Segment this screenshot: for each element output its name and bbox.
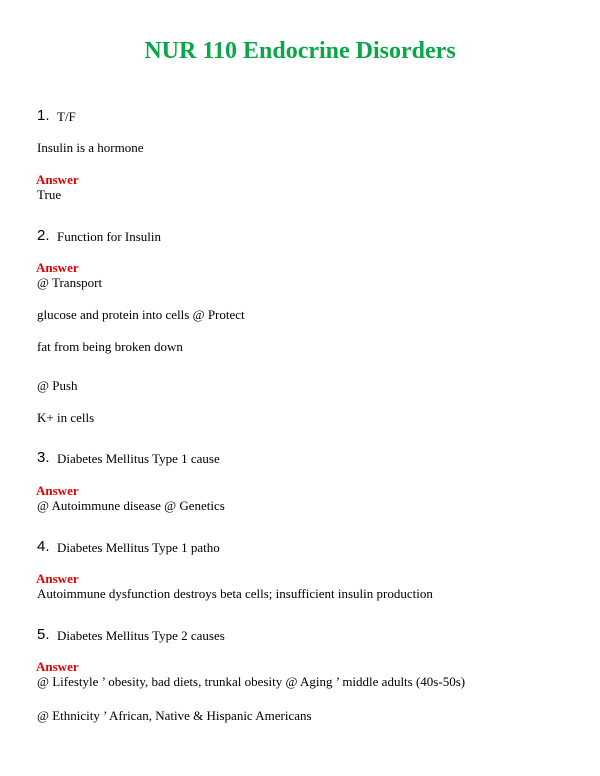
question-1-answer-line-1: True	[37, 187, 62, 202]
question-4-answer-label: Answer	[36, 571, 79, 586]
question-2-answer-line-4: @ Push	[37, 378, 78, 393]
question-3-number: 3.	[37, 449, 50, 466]
question-4-text: Diabetes Mellitus Type 1 patho	[57, 540, 220, 555]
question-5-answer-line-2: @ Ethnicity ’ African, Native & Hispanic Americans	[37, 708, 312, 723]
question-3-answer-line-1: @ Autoimmune disease @ Genetics	[37, 498, 225, 513]
question-2-text: Function for Insulin	[57, 229, 161, 244]
question-4-answer-line-1: Autoimmune dysfunction destroys beta cells; insufficient insulin production	[37, 586, 433, 601]
question-3-answer-label: Answer	[36, 483, 79, 498]
question-5-answer-line-1: @ Lifestyle ’ obesity, bad diets, trunkal obesity @ Aging ’ middle adults (40s-50s)	[37, 674, 466, 689]
question-1-answer-label: Answer	[36, 172, 79, 187]
question-2-answer-line-2: glucose and protein into cells @ Protect	[37, 307, 245, 322]
document-title: NUR 110 Endocrine Disorders	[144, 38, 456, 64]
question-2-answer-label: Answer	[36, 260, 79, 275]
question-5-answer-label: Answer	[36, 659, 79, 674]
question-3-text: Diabetes Mellitus Type 1 cause	[57, 451, 220, 466]
question-1-number: 1.	[37, 107, 50, 124]
question-2-answer-line-3: fat from being broken down	[37, 339, 183, 354]
question-4-number: 4.	[37, 538, 50, 555]
question-2-answer-line-1: @ Transport	[37, 275, 103, 290]
question-5-number: 5.	[37, 626, 50, 643]
question-5-text: Diabetes Mellitus Type 2 causes	[57, 628, 225, 643]
question-2-answer-line-5: K+ in cells	[37, 410, 95, 425]
question-2-number: 2.	[37, 227, 50, 244]
question-1-prompt: Insulin is a hormone	[37, 140, 144, 155]
question-1-text: T/F	[57, 109, 76, 124]
